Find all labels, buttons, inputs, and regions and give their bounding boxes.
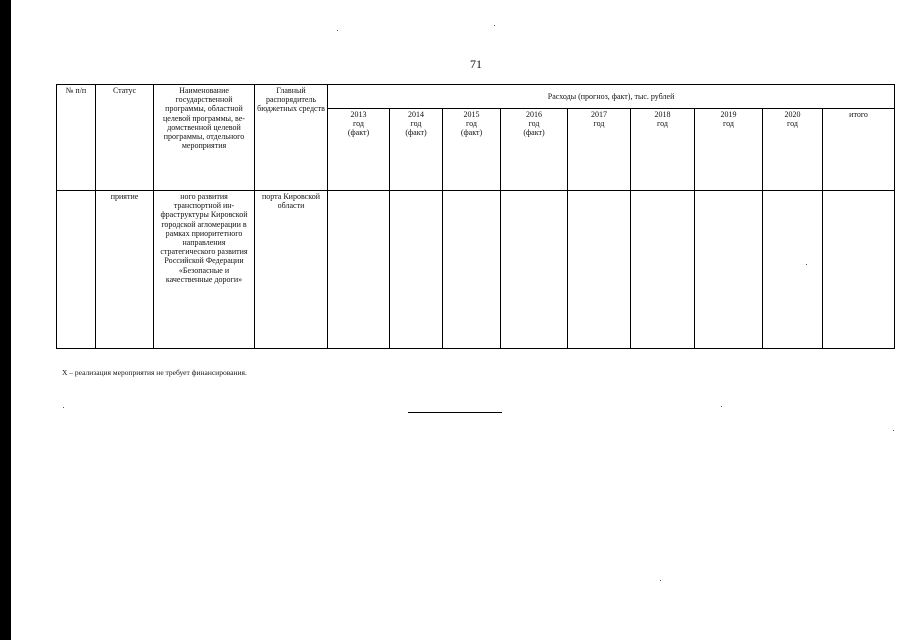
scan-speck [494, 25, 495, 26]
header-year-3: 2016 год (факт) [501, 109, 568, 191]
header-year-0: 2013 год (факт) [328, 109, 390, 191]
cell-status: приятие [96, 191, 154, 349]
end-divider [408, 412, 502, 413]
scan-speck [806, 264, 807, 265]
cell-value-5 [631, 191, 695, 349]
header-year-6: 2019 год [695, 109, 763, 191]
cell-value-7 [763, 191, 823, 349]
scan-speck [337, 30, 338, 31]
header-year-2: 2015 год (факт) [443, 109, 501, 191]
header-number: № п/п [57, 85, 96, 191]
header-year-4: 2017 год [568, 109, 631, 191]
table-row [57, 191, 895, 349]
cell-value-8 [823, 191, 895, 349]
scan-edge-bar [0, 0, 11, 640]
header-year-1: 2014 год (факт) [390, 109, 443, 191]
header-year-7: 2020 год [763, 109, 823, 191]
header-year-8: итого [823, 109, 895, 191]
cell-value-2 [443, 191, 501, 349]
cell-value-0 [328, 191, 390, 349]
header-budget-manager: Главный распорядитель бюджетных средств [255, 85, 328, 191]
cell-value-3 [501, 191, 568, 349]
scan-speck [721, 406, 722, 407]
header-program-name: Наименование государственной программы, областной целевой программы, ведомственной целевой программы, отдельного мероприятия [154, 85, 255, 191]
page-number: 71 [470, 57, 482, 71]
cell-value-6 [695, 191, 763, 349]
cell-program-name: ного развития транспортной инфраструктуры Кировской городской агломерации в рамках приоритетного направления стратегического развития Российской Федерации «Безопасные и качественные дороги» [154, 191, 255, 349]
cell-value-1 [390, 191, 443, 349]
cell-budget-manager: порта Кировской области [255, 191, 328, 349]
scan-speck [893, 430, 894, 431]
footnote: Х – реализация мероприятия не требует финансирования. [62, 368, 247, 377]
cell-number [57, 191, 96, 349]
budget-table [56, 84, 895, 349]
header-year-5: 2018 год [631, 109, 695, 191]
scan-speck [63, 407, 64, 408]
cell-value-4 [568, 191, 631, 349]
header-status: Статус [96, 85, 154, 191]
scan-speck [660, 580, 661, 581]
header-expenses: Расходы (прогноз, факт), тыс. рублей [328, 85, 895, 109]
